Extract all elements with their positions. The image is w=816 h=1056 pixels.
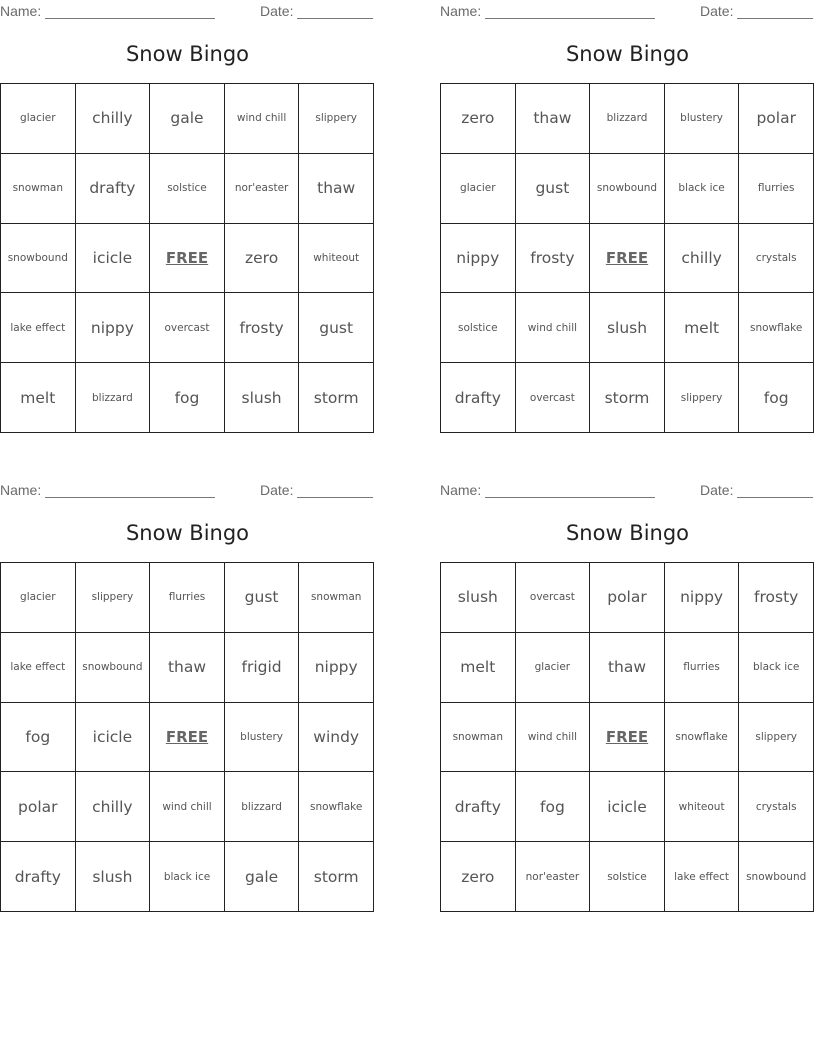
bingo-cell: black ice (739, 633, 814, 703)
bingo-cell: chilly (76, 772, 151, 842)
bingo-cell: snowbound (1, 224, 76, 294)
bingo-cell: slippery (665, 363, 740, 433)
free-space: FREE (150, 703, 225, 773)
name-line (485, 483, 655, 498)
bingo-cell: wind chill (225, 84, 300, 154)
bingo-cell: overcast (516, 363, 591, 433)
bingo-cell: overcast (150, 293, 225, 363)
date-line (737, 483, 813, 498)
bingo-grid (0, 83, 374, 433)
bingo-card (440, 479, 815, 919)
bingo-cell: thaw (590, 633, 665, 703)
bingo-cell: frigid (225, 633, 300, 703)
bingo-cell: snowflake (739, 293, 814, 363)
bingo-cell: gust (225, 563, 300, 633)
name-line (45, 4, 215, 19)
bingo-cell: wind chill (516, 703, 591, 773)
bingo-cell: fog (150, 363, 225, 433)
name-label: Name: (440, 482, 482, 498)
bingo-cell: blizzard (225, 772, 300, 842)
bingo-cell: black ice (665, 154, 740, 224)
bingo-cell: drafty (1, 842, 76, 912)
bingo-cell: flurries (739, 154, 814, 224)
bingo-cell: blustery (665, 84, 740, 154)
bingo-cell: frosty (225, 293, 300, 363)
bingo-grid (440, 562, 814, 912)
bingo-cell: zero (225, 224, 300, 294)
bingo-cell: whiteout (299, 224, 374, 294)
bingo-cell: slippery (76, 563, 151, 633)
bingo-grid (440, 83, 814, 433)
bingo-cell: zero (441, 842, 516, 912)
bingo-cell: blustery (225, 703, 300, 773)
bingo-cell: gust (299, 293, 374, 363)
card-title: Snow Bingo (565, 42, 690, 66)
bingo-cell: whiteout (665, 772, 740, 842)
bingo-cell: slush (76, 842, 151, 912)
bingo-grid (0, 562, 374, 912)
bingo-cell: gust (516, 154, 591, 224)
bingo-cell: nippy (299, 633, 374, 703)
name-label: Name: (0, 3, 42, 19)
bingo-cell: glacier (516, 633, 591, 703)
bingo-cell: icicle (76, 224, 151, 294)
bingo-cell: nippy (76, 293, 151, 363)
bingo-cell: zero (441, 84, 516, 154)
bingo-card (0, 479, 375, 919)
bingo-cell: polar (739, 84, 814, 154)
bingo-cell: polar (590, 563, 665, 633)
bingo-cell: overcast (516, 563, 591, 633)
name-field (440, 482, 655, 498)
bingo-cell: flurries (665, 633, 740, 703)
bingo-cell: solstice (150, 154, 225, 224)
bingo-cell: gale (150, 84, 225, 154)
bingo-cell: glacier (441, 154, 516, 224)
date-label: Date: (700, 482, 734, 498)
date-label: Date: (260, 3, 294, 19)
bingo-cell: fog (516, 772, 591, 842)
bingo-cell: glacier (1, 563, 76, 633)
bingo-cell: icicle (590, 772, 665, 842)
bingo-cell: snowbound (590, 154, 665, 224)
bingo-cell: slush (441, 563, 516, 633)
bingo-card (440, 0, 815, 440)
bingo-cell: windy (299, 703, 374, 773)
bingo-cell: nippy (441, 224, 516, 294)
bingo-cell: slippery (739, 703, 814, 773)
card-title: Snow Bingo (565, 521, 690, 545)
bingo-cell: storm (590, 363, 665, 433)
name-label: Name: (0, 482, 42, 498)
bingo-cell: crystals (739, 772, 814, 842)
name-line (485, 4, 655, 19)
bingo-cell: snowman (441, 703, 516, 773)
bingo-cell: fog (1, 703, 76, 773)
bingo-cell: snowbound (739, 842, 814, 912)
bingo-cell: wind chill (150, 772, 225, 842)
bingo-cell: blizzard (76, 363, 151, 433)
bingo-cell: snowbound (76, 633, 151, 703)
card-title: Snow Bingo (125, 521, 250, 545)
bingo-cell: crystals (739, 224, 814, 294)
date-field (260, 3, 373, 19)
bingo-cell: lake effect (1, 633, 76, 703)
bingo-cell: snowflake (299, 772, 374, 842)
bingo-cell: blizzard (590, 84, 665, 154)
card-title: Snow Bingo (125, 42, 250, 66)
free-space: FREE (150, 224, 225, 294)
bingo-cell: drafty (441, 363, 516, 433)
free-space: FREE (590, 703, 665, 773)
name-field (440, 3, 655, 19)
bingo-cell: thaw (150, 633, 225, 703)
bingo-cell: thaw (516, 84, 591, 154)
name-field (0, 3, 215, 19)
bingo-cell: gale (225, 842, 300, 912)
bingo-cell: snowman (1, 154, 76, 224)
date-line (297, 483, 373, 498)
bingo-cell: lake effect (1, 293, 76, 363)
date-label: Date: (700, 3, 734, 19)
bingo-cell: melt (441, 633, 516, 703)
name-field (0, 482, 215, 498)
date-line (297, 4, 373, 19)
bingo-cell: polar (1, 772, 76, 842)
bingo-cell: wind chill (516, 293, 591, 363)
bingo-cell: storm (299, 842, 374, 912)
bingo-cell: nor'easter (225, 154, 300, 224)
bingo-cell: thaw (299, 154, 374, 224)
free-space: FREE (590, 224, 665, 294)
bingo-cell: lake effect (665, 842, 740, 912)
date-line (737, 4, 813, 19)
bingo-cell: snowman (299, 563, 374, 633)
bingo-cell: drafty (441, 772, 516, 842)
bingo-card (0, 0, 375, 440)
bingo-cell: chilly (665, 224, 740, 294)
date-label: Date: (260, 482, 294, 498)
bingo-cell: slippery (299, 84, 374, 154)
date-field (260, 482, 373, 498)
bingo-cell: melt (1, 363, 76, 433)
bingo-cell: nippy (665, 563, 740, 633)
bingo-cell: slush (590, 293, 665, 363)
date-field (700, 482, 813, 498)
bingo-cell: storm (299, 363, 374, 433)
bingo-cell: chilly (76, 84, 151, 154)
bingo-cell: drafty (76, 154, 151, 224)
bingo-cell: solstice (441, 293, 516, 363)
bingo-cell: snowflake (665, 703, 740, 773)
bingo-cell: solstice (590, 842, 665, 912)
name-label: Name: (440, 3, 482, 19)
bingo-cell: nor'easter (516, 842, 591, 912)
bingo-cell: fog (739, 363, 814, 433)
bingo-cell: frosty (516, 224, 591, 294)
bingo-cell: glacier (1, 84, 76, 154)
bingo-cell: frosty (739, 563, 814, 633)
name-line (45, 483, 215, 498)
bingo-cell: slush (225, 363, 300, 433)
bingo-cell: melt (665, 293, 740, 363)
date-field (700, 3, 813, 19)
bingo-cell: flurries (150, 563, 225, 633)
bingo-cell: black ice (150, 842, 225, 912)
bingo-cell: icicle (76, 703, 151, 773)
